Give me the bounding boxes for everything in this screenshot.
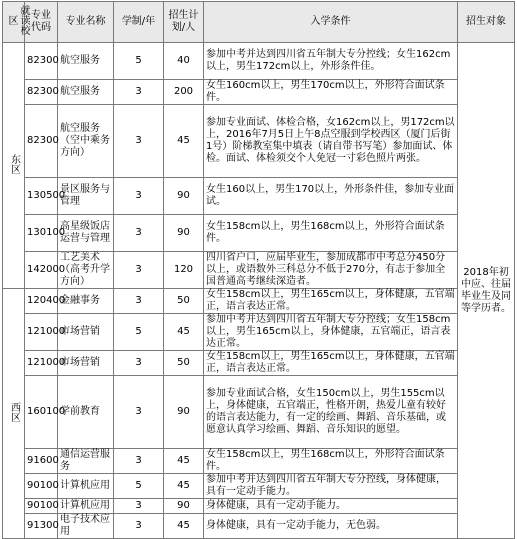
table-row <box>3 215 515 252</box>
requirements: 女生158cm以上，男生165cm以上，身体健康，五官端正，语言表达正常。 <box>204 351 458 376</box>
table-row <box>3 351 515 376</box>
major-name: 通信运营服务 <box>58 449 114 474</box>
major-name: 航空服务（空中乘务方向） <box>58 105 114 178</box>
requirements: 女生158cm以上，男生168cm以上，外形符合面试条件。 <box>204 449 458 474</box>
table-row <box>3 80 515 105</box>
major-name: 计算机应用 <box>58 474 114 499</box>
major-name: 计算机应用 <box>58 499 114 514</box>
header-target: 招生对象 <box>458 2 515 43</box>
years: 3 <box>114 289 164 314</box>
table-row <box>3 514 515 539</box>
years: 5 <box>114 314 164 351</box>
major-code: 121000 <box>25 351 58 376</box>
years: 3 <box>114 499 164 514</box>
table-row <box>3 376 515 449</box>
requirements: 参加专业面试、体检合格，女162cm以上，男172cm以上，2016年7月5日上午8点空服到学校西区（厦门后街1号）阶梯教室集中填表（请自带书写笔）参加面试、体检。面试、体检须交个人免冠一寸彩色照片两张。 <box>204 105 458 178</box>
major-name: 航空服务 <box>58 43 114 80</box>
requirements: 女生160以上，男生170以上，外形条件佳，参加专业面试。 <box>204 178 458 215</box>
admissions-table <box>2 1 515 539</box>
years: 5 <box>114 43 164 80</box>
plan: 90 <box>164 376 204 449</box>
requirements: 身体健康，具有一定动手能力。 <box>204 499 458 514</box>
plan: 50 <box>164 289 204 314</box>
campus-west: 西区 <box>3 289 25 539</box>
major-code: 130100 <box>25 215 58 252</box>
header-years: 学制/年 <box>114 2 164 43</box>
major-code: 91600 <box>25 449 58 474</box>
years: 3 <box>114 376 164 449</box>
plan: 45 <box>164 474 204 499</box>
requirements: 四川省户口，应届毕业生，参加成都市中考总分450分以上，或语数外三科总分不低于270分，有志于参加全国普通高考继续深造者。 <box>204 252 458 289</box>
major-code: 91300 <box>25 514 58 539</box>
major-name: 高星级饭店运营与管理 <box>58 215 114 252</box>
table-row <box>3 43 515 80</box>
major-code: 82300 <box>25 80 58 105</box>
major-name: 市场营销 <box>58 351 114 376</box>
years: 3 <box>114 215 164 252</box>
plan: 90 <box>164 178 204 215</box>
plan: 90 <box>164 499 204 514</box>
years: 3 <box>114 178 164 215</box>
years: 3 <box>114 80 164 105</box>
requirements: 参加中考并达到四川省五年制大专分控线；女生158cm以上，男生165cm以上，身体健康，五官端正，语言表达正常。 <box>204 314 458 351</box>
major-name: 市场营销 <box>58 314 114 351</box>
header-code: 专业代码 <box>25 2 58 43</box>
table-row <box>3 499 515 514</box>
years: 3 <box>114 105 164 178</box>
table-row <box>3 252 515 289</box>
years: 3 <box>114 449 164 474</box>
major-name: 景区服务与管理 <box>58 178 114 215</box>
table-row <box>3 314 515 351</box>
major-code: 121000 <box>25 314 58 351</box>
table-row <box>3 178 515 215</box>
plan: 50 <box>164 351 204 376</box>
table-row <box>3 449 515 474</box>
major-name: 金融事务 <box>58 289 114 314</box>
target-students: 2018年初中应、往届毕业生及同等学历者。 <box>458 43 515 539</box>
major-code: 160100 <box>25 376 58 449</box>
plan: 45 <box>164 514 204 539</box>
requirements: 女生160cm以上，男生170cm以上，外形符合面试条件。 <box>204 80 458 105</box>
major-name: 学前教育 <box>58 376 114 449</box>
plan: 90 <box>164 215 204 252</box>
plan: 40 <box>164 43 204 80</box>
requirements: 参加专业面试合格，女生150cm以上，男生155cm以上，身体健康，五官端正，性格开朗，热爱儿童有较好的语言表达能力，有一定的绘画、舞蹈、音乐基础，或愿意认真学习绘画、舞蹈、音乐知识的愿望。 <box>204 376 458 449</box>
header-row <box>3 2 515 43</box>
requirements: 女生158cm以上，男生165cm以上，身体健康，五官端正，语言表达正常。 <box>204 289 458 314</box>
years: 3 <box>114 351 164 376</box>
requirements: 女生158cm以上，男生168cm以上，外形符合面试条件。 <box>204 215 458 252</box>
major-code: 82300 <box>25 105 58 178</box>
plan: 45 <box>164 449 204 474</box>
plan: 200 <box>164 80 204 105</box>
table-row <box>3 105 515 178</box>
major-name: 航空服务 <box>58 80 114 105</box>
major-code: 130500 <box>25 178 58 215</box>
plan: 45 <box>164 105 204 178</box>
header-campus: 就读校区 <box>3 2 25 43</box>
requirements: 身体健康，具有一定动手能力，无色弱。 <box>204 514 458 539</box>
header-name: 专业名称 <box>58 2 114 43</box>
major-name: 工艺美术（高考升学方向） <box>58 252 114 289</box>
major-code: 142000 <box>25 252 58 289</box>
header-plan: 招生计划/人 <box>164 2 204 43</box>
header-requirements: 入学条件 <box>204 2 458 43</box>
table-row <box>3 289 515 314</box>
major-code: 90100 <box>25 474 58 499</box>
plan: 45 <box>164 314 204 351</box>
requirements: 参加中考并达到四川省五年制大专分控线；女生162cm以上，男生172cm以上，外形条件佳。 <box>204 43 458 80</box>
major-code: 120400 <box>25 289 58 314</box>
years: 3 <box>114 514 164 539</box>
years: 3 <box>114 252 164 289</box>
plan: 120 <box>164 252 204 289</box>
requirements: 参加中考并达到四川省五年制大专分控线，身体健康，具有一定动手能力。 <box>204 474 458 499</box>
major-code: 90100 <box>25 499 58 514</box>
major-name: 电子技术应用 <box>58 514 114 539</box>
table-row <box>3 474 515 499</box>
major-code: 82300 <box>25 43 58 80</box>
years: 5 <box>114 474 164 499</box>
campus-east: 东区 <box>3 43 25 289</box>
